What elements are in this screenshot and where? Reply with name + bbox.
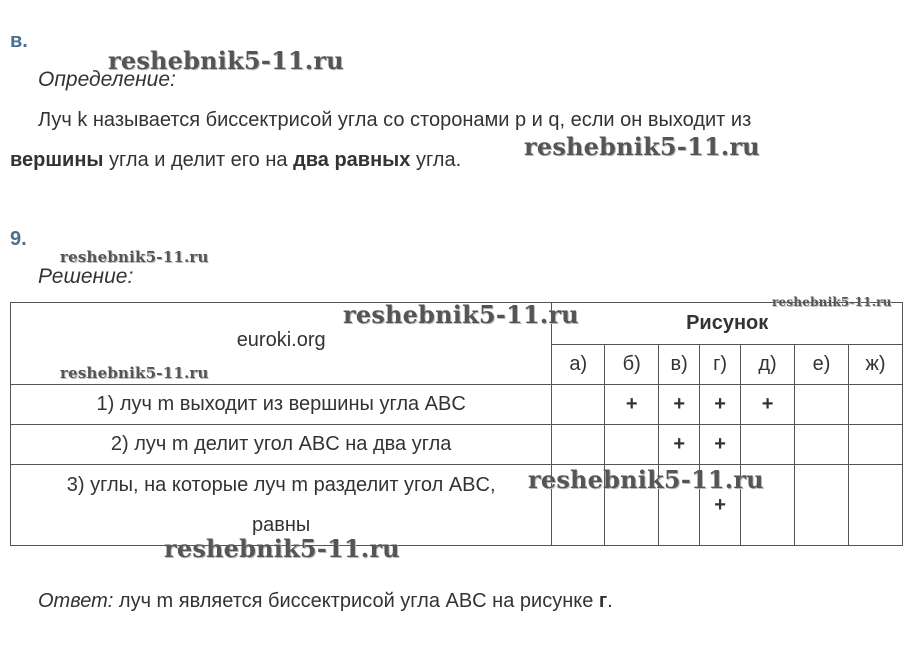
definition-text-2: угла.: [410, 149, 462, 171]
mark-cell: [848, 425, 902, 465]
watermark: reshebnik5-11.ru: [343, 300, 579, 329]
mark-cell: [795, 385, 849, 425]
section-label-9: 9.: [10, 228, 27, 250]
table-row: [11, 425, 903, 465]
watermark: reshebnik5-11.ru: [108, 46, 344, 75]
figure-header: Рисунок: [552, 303, 903, 345]
mark-cell: +: [700, 425, 741, 465]
definition-heading: Определение:: [38, 68, 176, 91]
mark-cell: [605, 425, 659, 465]
bold-vertex: вершины: [10, 149, 104, 171]
row-label: 2) луч m делит угол ABC на два угла: [11, 425, 552, 465]
mark-cell: +: [700, 385, 741, 425]
answer-label: Ответ:: [38, 590, 114, 612]
watermark: reshebnik5-11.ru: [164, 534, 400, 563]
definition-text-1: угла и делит его на: [103, 149, 294, 171]
answer-end: .: [607, 590, 613, 612]
col-header-g: г): [700, 345, 741, 385]
mark-cell: [741, 425, 795, 465]
solution-table: [10, 302, 903, 546]
mark-cell: [552, 385, 605, 425]
bold-two-equal: два равных: [293, 149, 411, 171]
watermark: reshebnik5-11.ru: [60, 364, 209, 382]
row-label-line-1: 3) углы, на которые луч m разделит угол ABC,: [66, 474, 496, 496]
mark-cell: [552, 425, 605, 465]
row-label-line-2: равны: [252, 514, 311, 536]
col-header-a: а): [552, 345, 605, 385]
mark-cell: +: [605, 385, 659, 425]
mark-cell: [848, 465, 902, 546]
watermark: reshebnik5-11.ru: [60, 248, 209, 266]
mark-cell: [795, 425, 849, 465]
table-row: [11, 465, 903, 546]
col-header-b: б): [605, 345, 659, 385]
mark-cell: +: [659, 425, 700, 465]
table-row: [11, 385, 903, 425]
section-label-b: в.: [10, 30, 28, 52]
left-header: euroki.org: [236, 329, 326, 351]
watermark: reshebnik5-11.ru: [772, 295, 892, 309]
answer-text: луч m является биссектрисой угла ABC на рисунке: [113, 590, 599, 612]
mark-cell: +: [659, 385, 700, 425]
col-header-zh: ж): [848, 345, 902, 385]
definition-line-1: Луч k называется биссектрисой угла со сторонами p и q, если он выходит из: [38, 109, 752, 131]
watermark: reshebnik5-11.ru: [524, 132, 760, 161]
col-header-d: д): [741, 345, 795, 385]
watermark: reshebnik5-11.ru: [528, 465, 764, 494]
col-header-v: в): [659, 345, 700, 385]
col-header-e: е): [795, 345, 849, 385]
answer-bold: г: [598, 590, 608, 612]
mark-cell: +: [741, 385, 795, 425]
mark-cell: [848, 385, 902, 425]
answer-line: [38, 589, 613, 613]
mark-cell: [795, 465, 849, 546]
definition-line-2: [10, 148, 461, 172]
mark-cell: +: [700, 465, 741, 546]
row-label: 1) луч m выходит из вершины угла ABC: [11, 385, 552, 425]
solution-heading: Решение:: [38, 265, 134, 288]
